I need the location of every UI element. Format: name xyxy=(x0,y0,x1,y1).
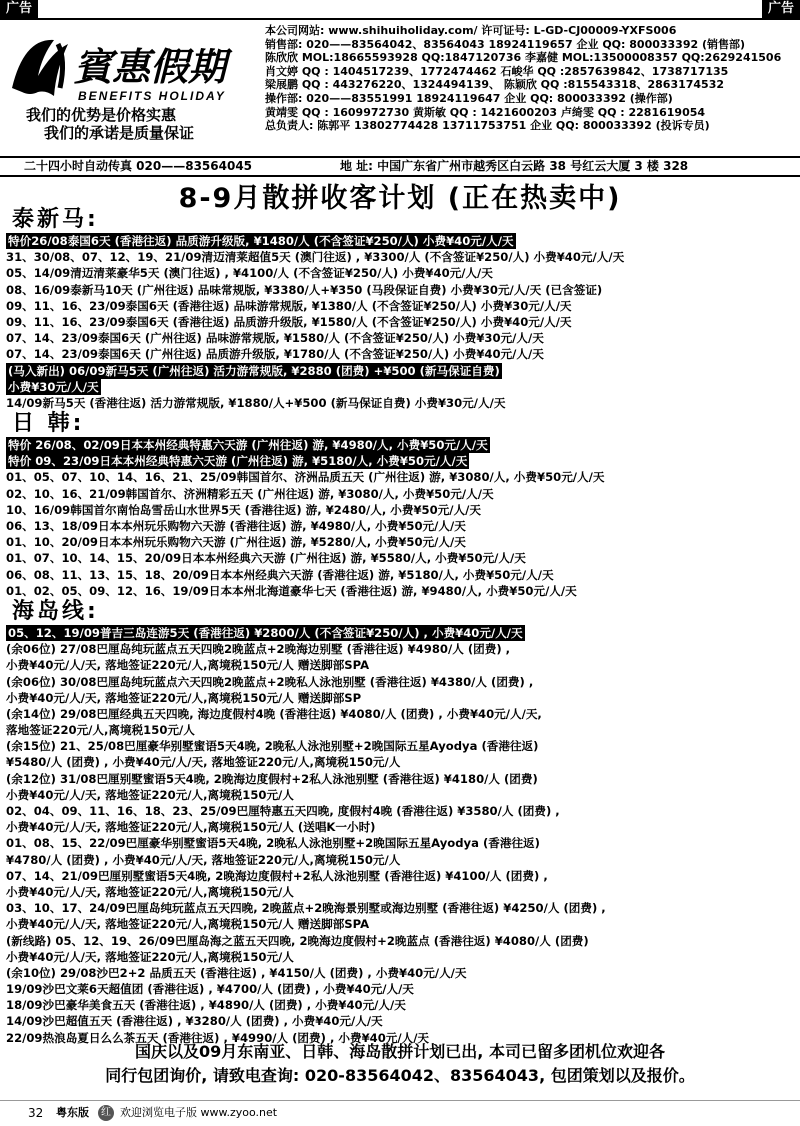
slogan-line: 我们的优势是价格实惠 xyxy=(26,106,177,124)
tour-line xyxy=(6,722,796,738)
brand-logo xyxy=(8,30,248,110)
tour-line xyxy=(6,803,796,819)
tour-line xyxy=(6,534,796,550)
tour-line-text: ¥5480/人 (团费) , 小费¥40元/人/天, 落地签证220元/人,离境税150元/人 xyxy=(6,755,401,770)
tour-line xyxy=(6,550,796,566)
tour-line xyxy=(6,282,796,298)
contact-block xyxy=(265,24,800,133)
tour-line-text: 02、10、16、21/09韩国首尔、济洲精彩五天 (广州往返) 游, ¥3080/人, 小费¥50元/人/天 xyxy=(6,486,494,501)
tour-line-text: 19/09沙巴文莱6天超值团 (香港往返) , ¥4700/人 (团费) , 小费¥40元/人/天 xyxy=(6,982,414,997)
contact-line: 肖文婷 QQ : 1404517239、1772474462 石峻华 QQ :2857639842、1738717135 xyxy=(265,64,729,78)
tour-line-text: (余06位) 30/08巴厘岛纯玩蓝点六天四晚2晚蓝点+2晚私人泳池别墅 (香港往返) ¥4380/人 (团费) , xyxy=(6,674,534,689)
tour-line xyxy=(6,502,796,518)
tour-line xyxy=(6,965,796,981)
tour-line-text: 小费¥30元/人/天 xyxy=(8,379,99,394)
tour-line xyxy=(6,706,796,722)
tour-line-text: 22/09热浪岛夏日么么茶五天 (香港往返) , ¥4990/人 (团费) , 小费¥40元/人/天 xyxy=(6,1030,430,1045)
tour-line-text: 特价 26/08、02/09日本本州经典特惠六天游 (广州往返) 游, ¥4980/人, 小费¥50元/人/天 xyxy=(8,438,488,453)
tour-line xyxy=(6,233,796,249)
edition-icon: 红 xyxy=(98,1105,114,1121)
tour-line xyxy=(6,754,796,770)
tour-line-text: 09、11、16、23/09泰国6天 (香港往返) 品味游常规版, ¥1380/人 (不含签证¥250/人) 小费¥30元/人/天 xyxy=(6,298,572,313)
contact-line: 陈欣欣 MOL:18665593928 QQ:1847120736 李嘉健 MOL:13500008357 QQ:2629241506 xyxy=(265,51,782,65)
tour-line xyxy=(6,949,796,965)
page-title: 8-9月散拼收客计划 (正在热卖中) xyxy=(178,183,622,214)
contact-line: 黄靖雯 QQ : 1609972730 黄斯敏 QQ : 1421600203 卢绮雯 QQ : 2281619054 xyxy=(265,105,706,119)
closing-line: 国庆以及09月东南亚、日韩、海岛散拼计划已出, 本司已留多团机位欢迎各 xyxy=(135,1042,665,1061)
contact-line: 操作部: 020——83551991 18924119647 企业 QQ: 800033392 (操作部) xyxy=(265,91,673,105)
tour-line-text: 落地签证220元/人,离境税150元/人 xyxy=(6,723,195,738)
closing-line: 同行包团询价, 请致电查询: 020-83564042、83564043, 包团策划以及报价。 xyxy=(105,1066,695,1085)
tour-line-text: 小费¥40元/人/天, 落地签证220元/人,离境税150元/人 xyxy=(6,884,294,899)
tour-line xyxy=(6,363,796,379)
tour-line-text: 07、14、21/09巴厘别墅蜜语5天4晚, 2晚海边度假村+2私人泳池别墅 (香港往返) ¥4100/人 (团费) , xyxy=(6,868,548,883)
tour-line-text: 07、14、23/09泰国6天 (广州往返) 品质游升级版, ¥1780/人 (不含签证¥250/人) 小费¥40元/人/天 xyxy=(6,347,544,362)
tour-line-text: 小费¥40元/人/天, 落地签证220元/人,离境税150元/人 xyxy=(6,949,294,964)
tour-line-text: 14/09沙巴超值五天 (香港往返) , ¥3280/人 (团费) , 小费¥40元/人/天 xyxy=(6,1014,383,1029)
tour-line-text: 05、12、19/09普吉三岛连游5天 (香港往返) ¥2800/人 (不含签证¥250/人) , 小费¥40元/人/天 xyxy=(8,625,523,640)
tour-line-text: 08、16/09泰新马10天 (广州往返) 品味常规版, ¥3380/人+¥350 (马段保证自费) 小费¥30元/人/天 (已含签证) xyxy=(6,282,603,297)
tour-line-text: 小费¥40元/人/天, 落地签证220元/人,离境税150元/人 赠送脚部SP xyxy=(6,690,362,705)
contact-line: 销售部: 020——83564042、83564043 18924119657 企业 QQ: 800033392 (销售部) xyxy=(265,37,746,51)
tour-line xyxy=(6,346,796,362)
tour-line-text: (马入新出) 06/09新马5天 (广州往返) 活力游常规版, ¥2880 (团费) +¥500 (新马保证自费) xyxy=(8,363,500,378)
tour-line xyxy=(6,819,796,835)
tour-line xyxy=(6,852,796,868)
tour-line-text: 02、04、09、11、16、18、23、25/09巴厘特惠五天四晚, 度假村4晚 (香港往返) ¥3580/人 (团费) , xyxy=(6,804,560,818)
tour-line xyxy=(6,657,796,673)
tour-line-text: 03、10、17、24/09巴厘岛纯玩蓝点五天四晚, 2晚蓝点+2晚海景别墅或海边别墅 (香港往返) ¥4250/人 (团费) , xyxy=(6,901,606,916)
tour-line xyxy=(6,583,796,599)
tour-line xyxy=(6,738,796,754)
tour-line xyxy=(6,884,796,900)
tour-line-text: (余10位) 29/08沙巴2+2 品质五天 (香港往返) , ¥4150/人 (团费) , 小费¥40元/人/天 xyxy=(6,965,467,980)
ad-label-left: 广告 xyxy=(0,0,38,18)
tour-line xyxy=(6,868,796,884)
edition-label: 粤东版 xyxy=(56,1106,89,1119)
tour-line xyxy=(6,298,796,314)
website-link[interactable]: 欢迎浏览电子版 www.zyoo.net xyxy=(120,1106,278,1119)
tour-line-text: (余06位) 27/08巴厘岛纯玩蓝点五天四晚2晚蓝点+2晚海边别墅 (香港往返) ¥4980/人 (团费) , xyxy=(6,642,511,657)
tour-line xyxy=(6,933,796,949)
address: 地 址: 中国广东省广州市越秀区白云路 38 号红云大厦 3 楼 328 xyxy=(340,159,689,173)
tour-line xyxy=(6,437,796,453)
tour-line-text: 特价 09、23/09日本本州经典特惠六天游 (广州往返) 游, ¥5180/人, 小费¥50元/人/天 xyxy=(8,454,468,469)
tour-line-text: 01、08、15、22/09巴厘豪华别墅蜜语5天4晚, 2晚私人泳池别墅+2晚国际五星Ayodya (香港往返) xyxy=(6,836,540,851)
contact-line: 梁展鹏 QQ : 443276220、1324494139、 陈颖欣 QQ :815543318、2863174532 xyxy=(265,78,725,92)
closing-note xyxy=(0,1040,800,1088)
tour-line-text: 小费¥40元/人/天, 落地签证220元/人,离境税150元/人 xyxy=(6,787,294,802)
tour-line-text: 01、02、05、09、12、16、19/09日本本州北海道豪华七天 (香港往返) 游, ¥9480/人, 小费¥50元/人/天 xyxy=(6,583,577,598)
tour-line xyxy=(6,690,796,706)
tour-listings xyxy=(6,207,796,1046)
tour-line xyxy=(6,981,796,997)
slogan xyxy=(26,106,194,142)
tour-line xyxy=(6,916,796,932)
brand-name-cn: 賓惠假期 xyxy=(74,44,227,89)
tour-line-text: 06、13、18/09日本本州玩乐购物六天游 (香港往返) 游, ¥4980/人, 小费¥50元/人/天 xyxy=(6,519,466,533)
tour-line-text: 特价26/08泰国6天 (香港往返) 品质游升级版, ¥1480/人 (不含签证¥250/人) 小费¥40元/人/天 xyxy=(8,234,514,248)
tour-line xyxy=(6,771,796,787)
tour-line-text: (新线路) 05、12、19、26/09巴厘岛海之蓝五天四晚, 2晚海边度假村+2晚蓝点 (香港往返) ¥4080/人 (团费) xyxy=(6,933,589,948)
tour-line-text: (余12位) 31/08巴厘别墅蜜语5天4晚, 2晚海边度假村+2私人泳池别墅 (香港往返) ¥4180/人 (团费) xyxy=(6,771,538,786)
tour-line xyxy=(6,249,796,265)
tour-line-text: 09、11、16、23/09泰国6天 (香港往返) 品质游升级版, ¥1580/人 (不含签证¥250/人) 小费¥40元/人/天 xyxy=(6,314,572,329)
tour-line xyxy=(6,674,796,690)
section-heading: 海岛线: xyxy=(12,598,99,624)
header xyxy=(0,22,800,156)
tour-line-text: (余14位) 29/08巴厘经典五天四晚, 海边度假村4晚 (香港往返) ¥4080/人 (团费) , 小费¥40元/人/天, xyxy=(6,706,542,721)
tour-line-text: 10、16/09韩国首尔南怡岛雪岳山水世界5天 (香港往返) 游, ¥2480/人, 小费¥50元/人/天 xyxy=(6,502,481,517)
fax-address-bar xyxy=(0,156,800,177)
tour-line xyxy=(6,486,796,502)
tour-line xyxy=(6,787,796,803)
tour-line xyxy=(6,625,796,641)
tour-line xyxy=(6,518,796,534)
tour-line xyxy=(6,835,796,851)
section-heading: 日 韩: xyxy=(12,411,85,437)
page-footer xyxy=(0,1100,800,1126)
section-heading: 泰新马: xyxy=(12,207,99,232)
tour-line xyxy=(6,469,796,485)
tour-line-text: 小费¥40元/人/天, 落地签证220元/人,离境税150元/人 赠送脚部SPA xyxy=(6,917,370,932)
tour-line-text: 01、07、10、14、15、20/09日本本州经典六天游 (广州往返) 游, ¥5580/人, 小费¥50元/人/天 xyxy=(6,551,526,566)
tour-line xyxy=(6,453,796,469)
tour-line xyxy=(6,314,796,330)
tour-line-text: 14/09新马5天 (香港往返) 活力游常规版, ¥1880/人+¥500 (新马保证自费) 小费¥30元/人/天 xyxy=(6,395,506,410)
tour-line xyxy=(6,997,796,1013)
ad-label-right: 广告 xyxy=(762,0,800,18)
tour-line-text: 18/09沙巴豪华美食五天 (香港往返) , ¥4890/人 (团费) , 小费¥40元/人/天 xyxy=(6,998,406,1013)
tour-line xyxy=(6,395,796,411)
tour-line-text: (余15位) 21、25/08巴厘豪华别墅蜜语5天4晚, 2晚私人泳池别墅+2晚国际五星Ayodya (香港往返) xyxy=(6,739,539,754)
tour-line xyxy=(6,265,796,281)
tour-line-text: 06、08、11、13、15、18、20/09日本本州经典六天游 (香港往返) 游, ¥5180/人, 小费¥50元/人/天 xyxy=(6,567,554,582)
tour-line xyxy=(6,330,796,346)
tour-line-text: 01、10、20/09日本本州玩乐购物六天游 (广州往返) 游, ¥5280/人, 小费¥50元/人/天 xyxy=(6,535,466,550)
tour-line xyxy=(6,567,796,583)
tour-line xyxy=(6,379,796,395)
brand-name-en: BENEFITS HOLIDAY xyxy=(78,89,226,103)
ad-bar xyxy=(0,0,800,20)
fax-number: 二十四小时自动传真 020——83564045 xyxy=(24,159,253,173)
tour-line xyxy=(6,1013,796,1029)
tour-line-text: 31、30/08、07、12、19、21/09清迈清莱超值5天 (澳门往返) , ¥3300/人 (不含签证¥250/人) 小费¥40元/人/天 xyxy=(6,250,625,265)
slogan-line: 我们的承诺是质量保证 xyxy=(44,124,195,142)
tour-line-text: ¥4780/人 (团费) , 小费¥40元/人/天, 落地签证220元/人,离境税150元/人 xyxy=(6,852,401,867)
tour-line-text: 小费¥40元/人/天, 落地签证220元/人,离境税150元/人 (送唱K一小时) xyxy=(6,820,376,835)
tour-line xyxy=(6,641,796,657)
tour-line-text: 05、14/09清迈清莱豪华5天 (澳门往返) , ¥4100/人 (不含签证¥250/人) 小费¥40元/人/天 xyxy=(6,266,493,281)
brand-logo-icon xyxy=(8,30,248,110)
contact-line: 总负责人: 陈郭平 13802774428 13711753751 企业 QQ: 800033392 (投诉专员) xyxy=(265,119,710,133)
page-number: 32 xyxy=(28,1106,44,1120)
tour-line xyxy=(6,900,796,916)
tour-line-text: 小费¥40元/人/天, 落地签证220元/人,离境税150元/人 赠送脚部SPA xyxy=(6,658,370,673)
tour-line-text: 01、05、07、10、14、16、21、25/09韩国首尔、济洲品质五天 (广州往返) 游, ¥3080/人, 小费¥50元/人/天 xyxy=(6,470,605,485)
tour-line-text: 07、14、23/09泰国6天 (广州往返) 品味游常规版, ¥1580/人 (不含签证¥250/人) 小费¥30元/人/天 xyxy=(6,331,544,346)
contact-line: 本公司网站: www.shihuiholiday.com/ 许可证号: L-GD-CJ00009-YXFS006 xyxy=(265,24,677,37)
